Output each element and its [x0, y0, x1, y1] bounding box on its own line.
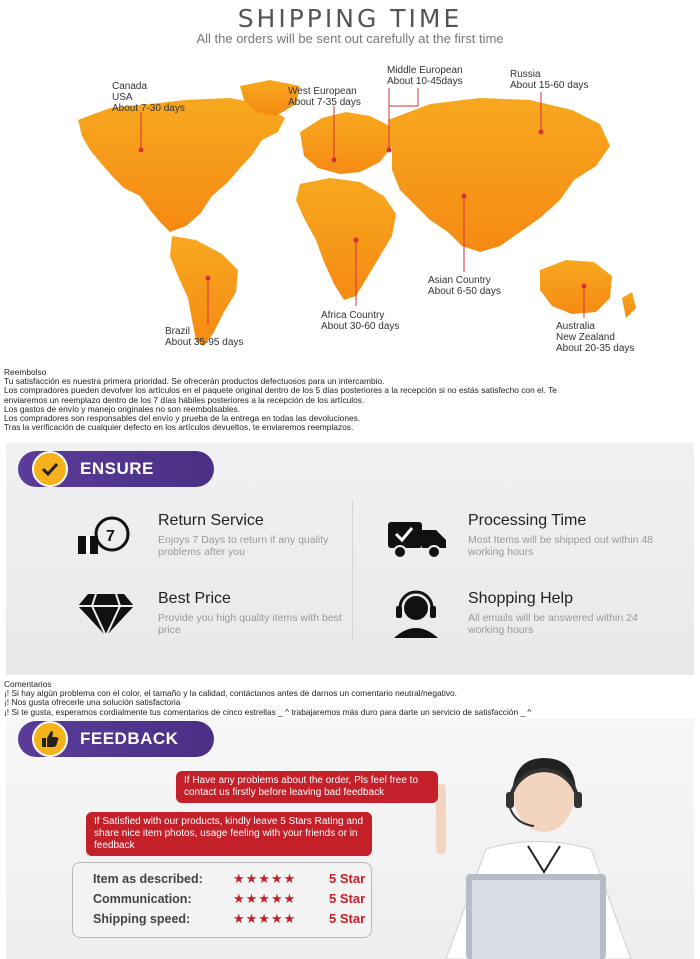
rating-box — [72, 862, 372, 938]
europe-shape — [300, 112, 392, 174]
service-title: Shopping Help — [468, 590, 573, 607]
refund-line: Los compradores pueden devolver los artículos en el paquete original dentro de los 5 días posteriores a la recepción si no estás satisfecho con el. Te — [4, 385, 557, 396]
rating-label: Communication: — [93, 892, 192, 906]
new-zealand-shape — [622, 292, 636, 318]
refund-line: enviaremos un reemplazo dentro de los 7 días hábiles posteriores a la recepción de los artículos. — [4, 394, 365, 405]
comments-line: ¡! Si te gusta, esperamos cordialmente tus comentarios de cinco estrellas _ ^ trabajaremos más duro para darte un servicio de satisfacción _ ^ — [4, 706, 532, 717]
region-label-russia: Russia About 15-60 days — [510, 69, 589, 91]
thumbs-up-icon — [32, 721, 68, 757]
comments-line: ¡! Nos gusta ofrecerle una solución satisfactoria — [4, 697, 181, 708]
rating-label: Item as described: — [93, 872, 203, 886]
svg-text:7: 7 — [106, 528, 115, 545]
north-america-shape — [78, 98, 285, 232]
comments-heading: Comentarios — [4, 679, 52, 689]
australia-shape — [540, 260, 612, 314]
refund-text-block — [4, 368, 557, 432]
rating-stars: ★★★★★ — [233, 891, 297, 906]
ensure-banner — [18, 451, 214, 487]
comments-text-block — [4, 680, 531, 717]
return-7-days-icon — [76, 512, 136, 562]
refund-line: Tras la verificación de cualquier defecto en los artículos devueltos, te enviaremos reemplazos. — [4, 422, 354, 433]
africa-shape — [296, 178, 396, 300]
refund-line: Los gastos de envío y manejo originales no son reembolsables. — [4, 403, 241, 414]
region-label-canada: Canada USA About 7-30 days — [112, 81, 185, 114]
feedback-banner — [18, 721, 214, 757]
region-label-brazil: Brazil About 35-95 days — [165, 326, 244, 348]
region-label-asia: Asian Country About 6-50 days — [428, 275, 501, 297]
checkmark-icon — [32, 451, 68, 487]
ensure-heading: ENSURE — [80, 459, 154, 478]
rating-stars: ★★★★★ — [233, 871, 297, 886]
delivery-truck-icon — [386, 512, 446, 562]
region-label-west-europe: West European About 7-35 days — [288, 86, 361, 108]
rating-value: 5 Star — [329, 871, 366, 886]
rating-label: Shipping speed: — [93, 912, 191, 926]
headset-support-icon — [386, 590, 446, 640]
shipping-time-section — [0, 0, 700, 362]
service-desc: Most Items will be shipped out within 48 working hours — [468, 534, 654, 558]
region-label-africa: Africa Country About 30-60 days — [321, 310, 400, 332]
asia-shape — [388, 98, 610, 252]
service-desc: All emails will be answered within 24 working hours — [468, 612, 638, 636]
world-map — [0, 0, 700, 362]
leave-5-stars-bubble: If Satisfied with our products, kindly leave 5 Stars Rating and share nice item photos, usage feeling with your friends or in feedback — [86, 812, 372, 856]
service-return — [76, 512, 346, 562]
rating-value: 5 Star — [329, 891, 366, 906]
service-title: Best Price — [158, 590, 231, 607]
service-desc: Provide you high quality items with best price — [158, 612, 342, 636]
service-processing — [386, 512, 656, 562]
shipping-title: SHIPPING TIME — [237, 4, 463, 33]
support-agent-illustration — [416, 754, 666, 959]
rating-stars: ★★★★★ — [233, 911, 297, 926]
feedback-heading: FEEDBACK — [80, 729, 179, 748]
refund-heading: Reembolso — [4, 367, 47, 377]
service-best-price — [76, 590, 346, 640]
service-title: Return Service — [158, 512, 264, 529]
diamond-icon — [76, 590, 136, 640]
rating-value: 5 Star — [329, 911, 366, 926]
region-label-middle-europe: Middle European About 10-45days — [387, 65, 463, 87]
comments-line: ¡! Si hay algún problema con el color, el tamaño y la calidad, contáctanos antes de darnos un comentario neutral/negativo. — [4, 688, 457, 699]
service-title: Processing Time — [468, 512, 587, 529]
service-desc: Enjoys 7 Days to return if any quality problems after you — [158, 534, 329, 558]
service-shopping-help — [386, 590, 656, 640]
region-label-australia: Australia New Zealand About 20-35 days — [556, 321, 635, 354]
refund-line: Los compradores son responsables del envío y prueba de la entrega en todas las devoluciones. — [4, 413, 361, 424]
shipping-subtitle: All the orders will be sent out carefully at the first time — [196, 31, 504, 46]
refund-line: Tu satisfacción es nuestra primera prioridad. Se ofrecerán productos defectuosos para un intercambio. — [4, 376, 385, 387]
contact-first-bubble: If Have any problems about the order, Pls feel free to contact us firstly before leaving bad feedback — [176, 771, 438, 803]
